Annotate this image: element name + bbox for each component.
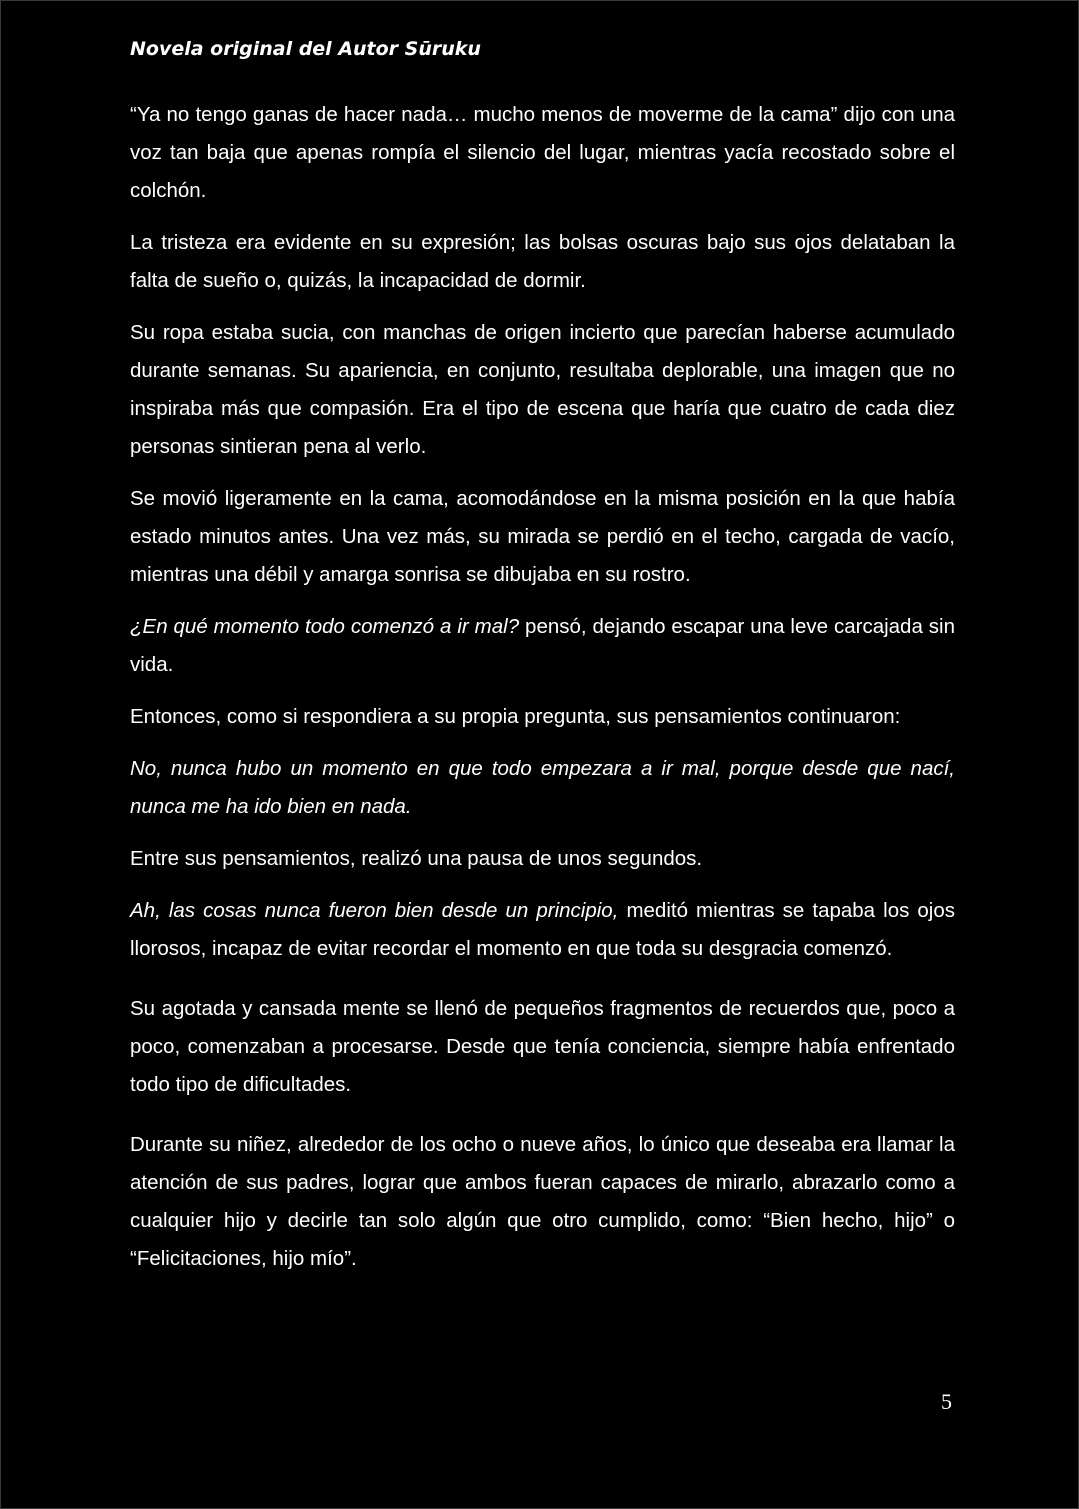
paragraph-9-thought: Ah, las cosas nunca fueron bien desde un principio, <box>130 899 619 922</box>
paragraph-7-thought: No, nunca hubo un momento en que todo empezara a ir mal, porque desde que nací, nunca me ha ido bien en nada. <box>130 757 955 818</box>
paragraph-7 <box>130 750 955 826</box>
paragraph-10: Su agotada y cansada mente se llenó de pequeños fragmentos de recuerdos que, poco a poco, comenzaban a procesarse. Desde que tenía conciencia, siempre había enfrentado todo tipo de dificultades. <box>130 997 955 1096</box>
paragraph-1: “Ya no tengo ganas de hacer nada… mucho menos de moverme de la cama” dijo con una voz tan baja que apenas rompía el silencio del lugar, mientras yacía recostado sobre el colchón. <box>130 103 955 202</box>
paragraph-5-thought: ¿En qué momento todo comenzó a ir mal? <box>130 615 520 638</box>
paragraph-5 <box>130 608 955 684</box>
running-header: Novela original del Autor Sūruku <box>130 38 481 60</box>
paragraph-5-narration: pensó, dejando escapar una leve carcajada sin vida. <box>130 615 956 676</box>
paragraph-8: Entre sus pensamientos, realizó una pausa de unos segundos. <box>130 847 703 870</box>
paragraph-4: Se movió ligeramente en la cama, acomodándose en la misma posición en la que había estado minutos antes. Una vez más, su mirada se perdió en el techo, cargada de vacío, mientras una débil y amarga sonrisa se dibujaba en su rostro. <box>130 487 955 586</box>
paragraph-2: La tristeza era evidente en su expresión; las bolsas oscuras bajo sus ojos delataban la falta de sueño o, quizás, la incapacidad de dormir. <box>130 231 955 292</box>
paragraph-11: Durante su niñez, alrededor de los ocho o nueve años, lo único que deseaba era llamar la atención de sus padres, lograr que ambos fueran capaces de mirarlo, abrazarlo como a cualquier hijo y decirle tan solo algún que otro cumplido, como: “Bien hecho, hijo” o “Felicitaciones, hijo mío”. <box>130 1133 955 1270</box>
page-number: 5 <box>941 1389 952 1414</box>
paragraph-9-narration: meditó mientras se tapaba los ojos llorosos, incapaz de evitar recordar el momento en que toda su desgracia comenzó. <box>130 899 956 960</box>
paragraph-9 <box>130 892 955 968</box>
paragraph-6: Entonces, como si respondiera a su propia pregunta, sus pensamientos continuaron: <box>130 705 901 728</box>
chapter-body <box>130 96 955 1292</box>
paragraph-3: Su ropa estaba sucia, con manchas de origen incierto que parecían haberse acumulado durante semanas. Su apariencia, en conjunto, resultaba deplorable, una imagen que no inspiraba más que compasión. Era el tipo de escena que haría que cuatro de cada diez personas sintieran pena al verlo. <box>130 321 955 458</box>
